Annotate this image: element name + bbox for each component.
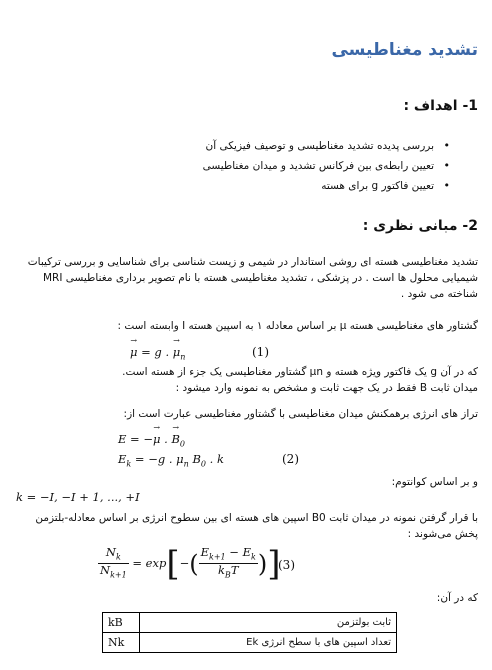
equation-2-number: (2) — [282, 452, 299, 466]
table-row — [103, 613, 397, 633]
list-item: • بررسی پدیده تشدید مغناطیسی و توصیف فیزیکی آن — [34, 136, 454, 156]
equation-1-number: (1) — [252, 345, 269, 359]
table-cell-text: تعداد اسپین های با سطح انرژی Ek — [140, 633, 397, 653]
equation-2a: E = −→ μ . → $B_0$ — [118, 432, 185, 448]
field-text: میدان ثابت B فقط در یک جهت ثابت و مشخص به نمونه وارد میشود : — [175, 382, 478, 394]
table-cell-text: ثابت بولتزمن — [140, 613, 397, 633]
boltzmann-text-line1: با قرار گرفتن نمونه در میدان ثابت B0 اسپین های هسته ای بین سطوح انرژی بر اساس معادله-بلتزمن — [35, 512, 478, 524]
page-title: تشدید مغناطیسی — [331, 40, 478, 60]
paragraph-line: شناخته می شود . — [400, 288, 478, 300]
list-item: • تعیین فاکتور g برای هسته — [34, 176, 454, 196]
where-text: که در آن: — [436, 592, 478, 604]
section-heading-goals: 1- اهداف : — [403, 98, 478, 114]
equation-2b: $E_k = -g$ . $\mu_n$ $B_0$ . k — [118, 452, 224, 469]
moment-text: گشتاور های مغناطیسی هسته μ بر اساس معادله ۱ به اسپین هسته I وابسته است : — [117, 320, 478, 332]
energy-text: تراز های انرژی برهمکنش میدان مغناطیسی با گشتاور مغناطیسی عبارت است از: — [123, 408, 478, 420]
paragraph-line: تشدید مغناطیسی هسته ای روشی استاندار در شیمی و زیست شناسی برای شناسایی و بررسی ترکیبات — [27, 256, 478, 268]
boltzmann-text-line2: پخش می‌شوند : — [407, 528, 478, 540]
goals-list — [34, 136, 454, 196]
equation-3-number: (3) — [278, 558, 295, 572]
quantum-text: و بر اساس کوانتوم: — [391, 476, 478, 488]
table-cell-symbol: Nk — [103, 633, 140, 653]
k-values: k = −I, −I + 1, ..., +I — [16, 490, 140, 504]
intro-paragraph — [14, 254, 478, 302]
list-item: • تعیین رابطه‌ی بین فرکانس تشدید و میدان مغناطیسی — [34, 156, 454, 176]
table-cell-symbol: kB — [103, 613, 140, 633]
table-row — [103, 633, 397, 653]
g-factor-text: که در آن g یک فاکتور ویژه هسته و μn گشتاور مغناطیسی یک جزء از هسته است. — [122, 366, 478, 378]
paragraph-line: شیمیایی محلول ها است . در پزشکی ، تشدید مغناطیسی هسته با نام تصویر برداری مغناطیسی MRI — [42, 272, 478, 284]
equation-1: → μ = g . → $\mu_n$ — [130, 345, 185, 361]
section-heading-theory: 2- مبانی نظری : — [362, 218, 478, 234]
equation-3: $\frac{N_k}{N_{k+1}}$ = exp[−( $\frac{E_{k+1} - E_k}{k_BT}$ )] — [100, 543, 281, 584]
definitions-table — [102, 612, 397, 653]
